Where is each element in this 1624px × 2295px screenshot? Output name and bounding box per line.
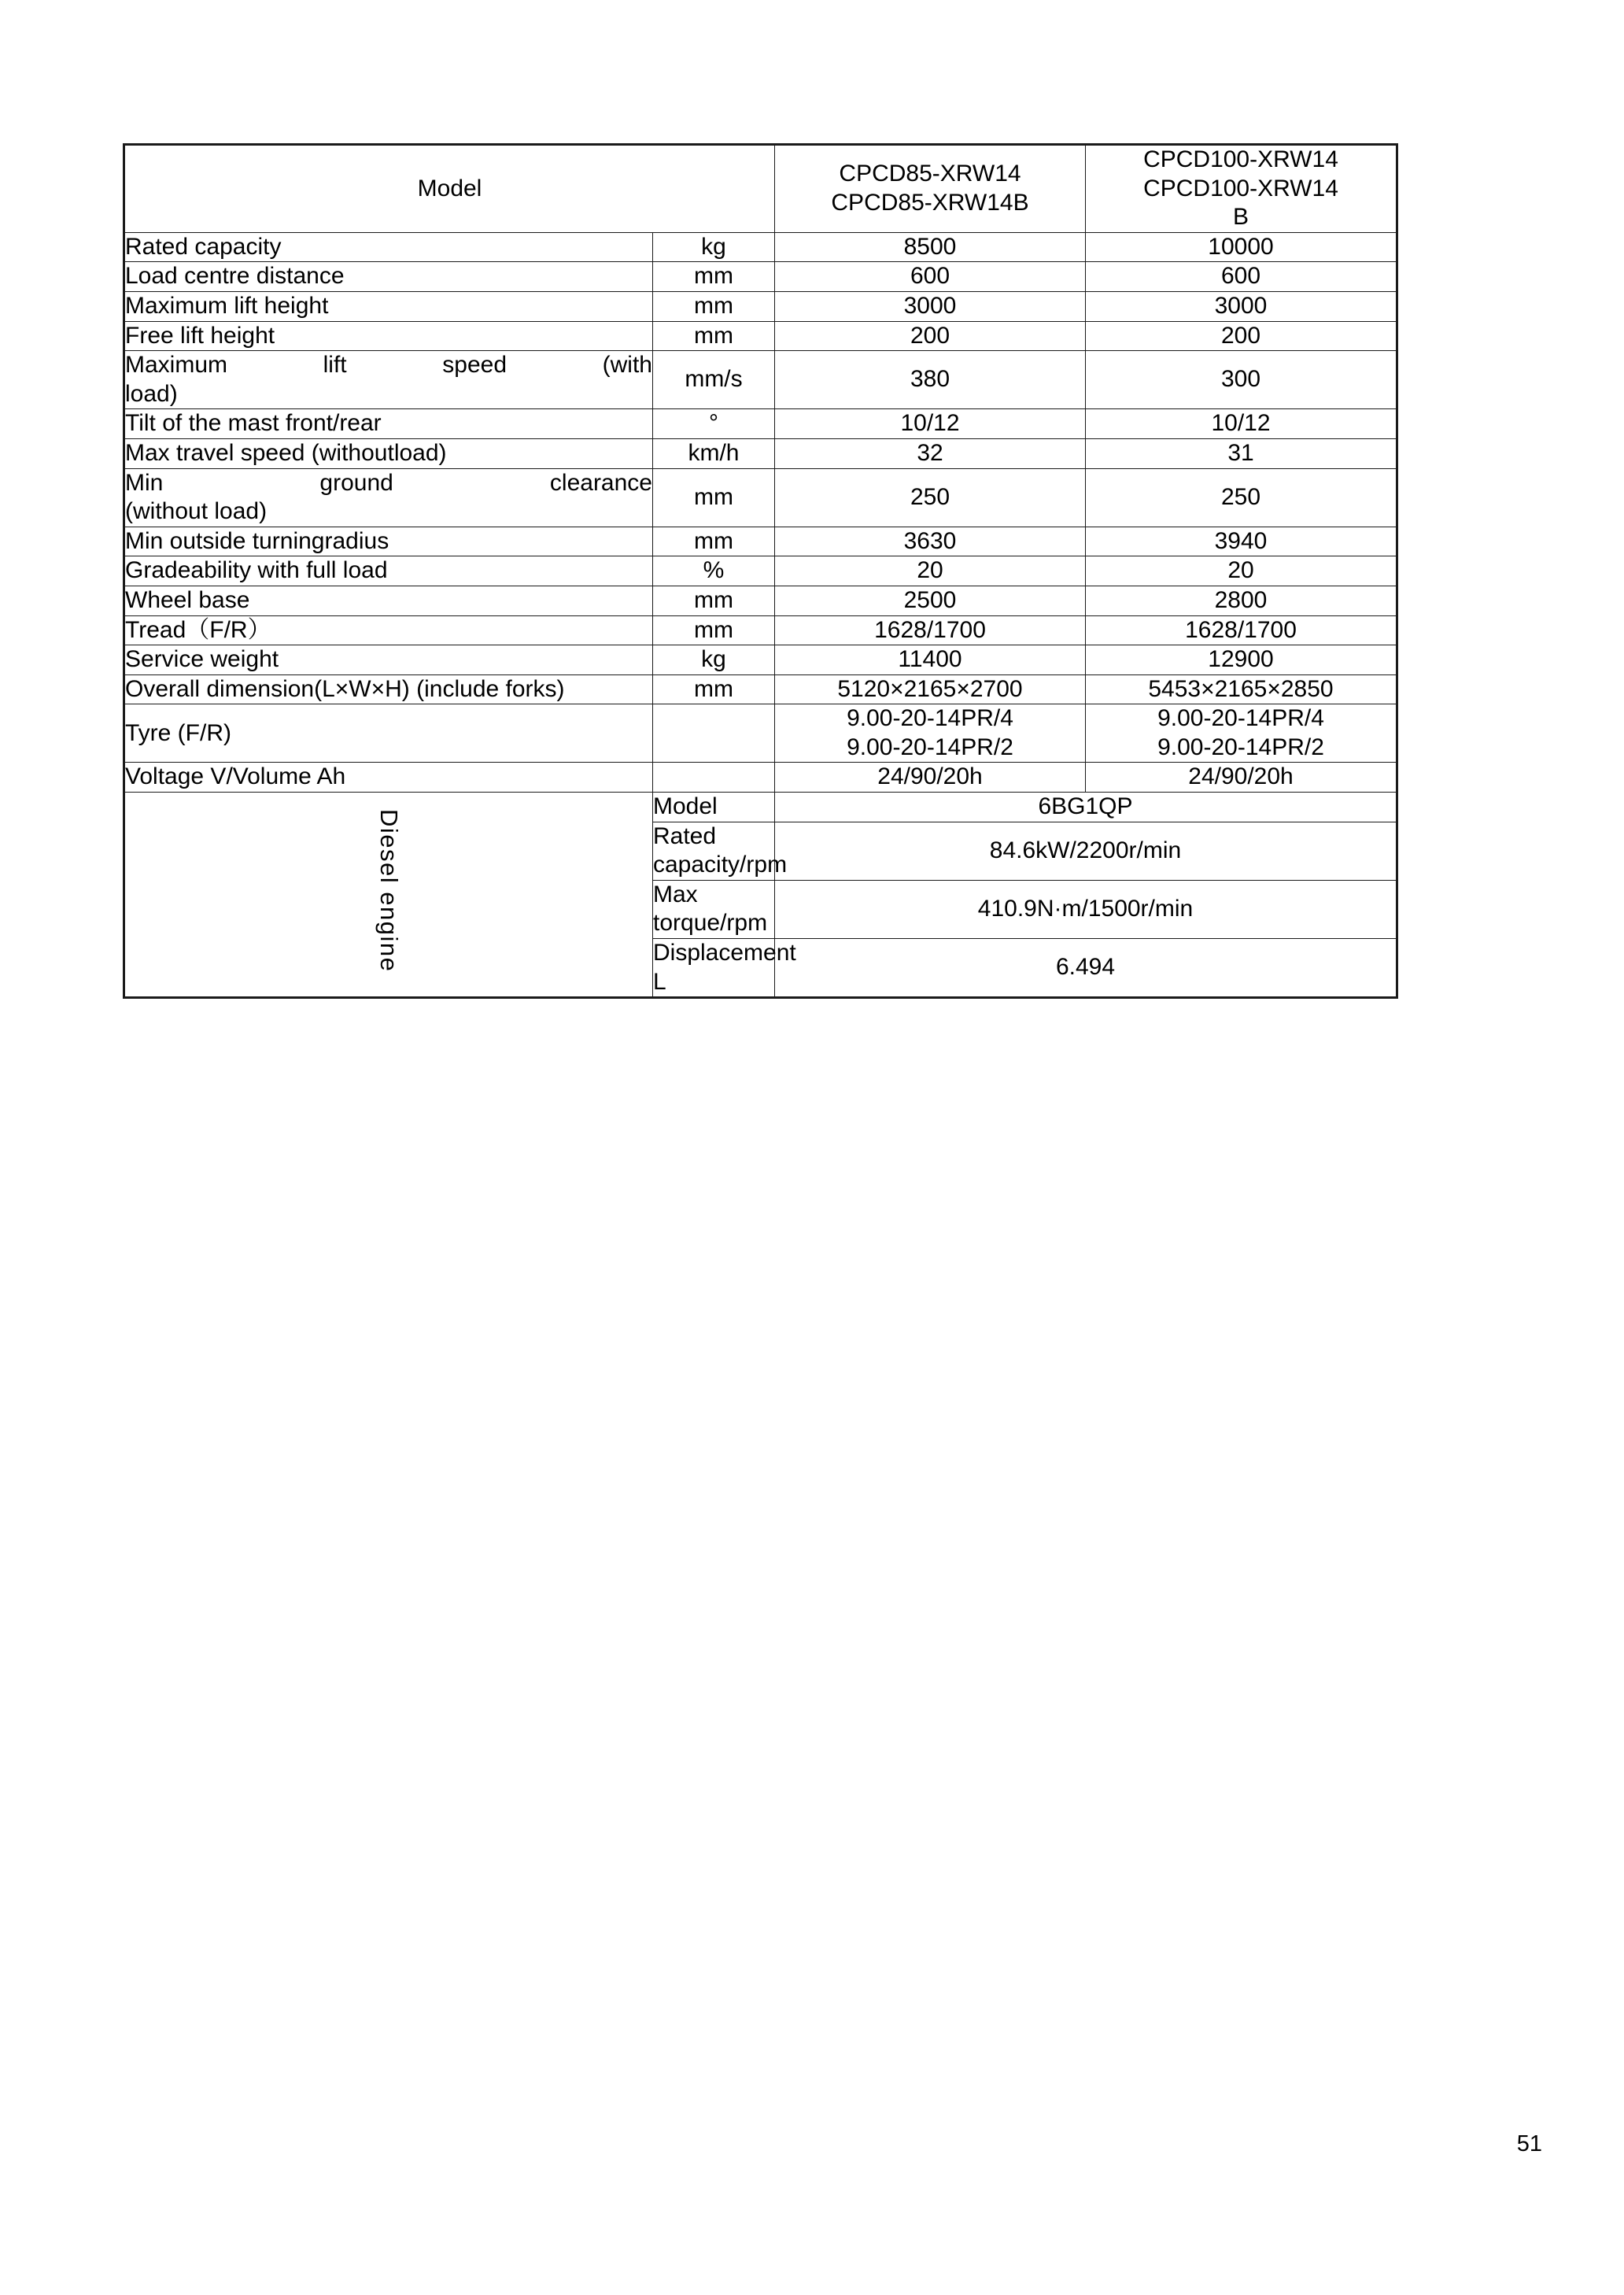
text-line: 9.00-20-14PR/2 (1157, 734, 1324, 760)
row-value-variant-2: 20 (1086, 556, 1397, 586)
row-value-variant-2: 10000 (1086, 232, 1397, 262)
row-value-variant-2: 3000 (1086, 291, 1397, 321)
text-line: 9.00-20-14PR/2 (847, 734, 1013, 760)
row-value-variant-2: 200 (1086, 321, 1397, 351)
row-value-variant-1: 250 (775, 468, 1086, 527)
row-value-variant-2: 12900 (1086, 645, 1397, 675)
table-row (124, 704, 1397, 763)
header-variant-2 (1086, 145, 1397, 233)
row-label: Tilt of the mast front/rear (124, 409, 653, 439)
table-row (124, 232, 1397, 262)
row-value-variant-2: 5453×2165×2850 (1086, 674, 1397, 704)
row-label: Free lift height (124, 321, 653, 351)
text-line: (L×W×H) (include forks) (314, 675, 565, 702)
specification-table (123, 143, 1398, 999)
row-label (124, 527, 653, 556)
row-value-variant-2: 300 (1086, 351, 1397, 409)
row-value-variant-1: 3000 (775, 291, 1086, 321)
text-line: Max travel speed (without (125, 439, 394, 466)
diesel-engine-row-label: Displacement L (653, 939, 775, 998)
row-value-variant-1: 380 (775, 351, 1086, 409)
row-value-variant-1: 20 (775, 556, 1086, 586)
row-label: Maximum lift height (124, 291, 653, 321)
row-value-variant-1: 11400 (775, 645, 1086, 675)
text-line: (without load) (125, 498, 268, 525)
text-line: CPCD100-XRW14 (1143, 175, 1338, 201)
table-row (124, 321, 1397, 351)
row-label (124, 674, 653, 704)
row-unit (653, 763, 775, 793)
row-label (124, 351, 653, 409)
row-value-variant-2: 3940 (1086, 527, 1397, 556)
row-label: Tread（F/R） (124, 615, 653, 645)
row-unit (653, 704, 775, 763)
row-unit: mm (653, 468, 775, 527)
text-line: Min outside turning (125, 527, 325, 554)
row-value-variant-1: 2500 (775, 586, 1086, 615)
table-header-row (124, 145, 1397, 233)
row-label: Voltage V/Volume Ah (124, 763, 653, 793)
text-line: Overall dimension (125, 675, 315, 702)
rotated-label-text: Diesel engine (375, 809, 403, 973)
row-unit: mm (653, 586, 775, 615)
text-line: 9.00-20-14PR/4 (847, 705, 1013, 732)
text-line: radius (324, 527, 389, 554)
row-value-variant-1 (775, 704, 1086, 763)
row-value-variant-1: 5120×2165×2700 (775, 674, 1086, 704)
row-value-variant-1: 3630 (775, 527, 1086, 556)
row-unit: mm (653, 615, 775, 645)
diesel-engine-row-label: Max torque/rpm (653, 880, 775, 938)
diesel-engine-section-label (124, 793, 653, 998)
row-label (124, 468, 653, 527)
text-line: CPCD100-XRW14 (1143, 146, 1338, 172)
table-row (124, 351, 1397, 409)
row-unit: mm (653, 321, 775, 351)
row-label: Service weight (124, 645, 653, 675)
row-unit: mm (653, 527, 775, 556)
table-row (124, 468, 1397, 527)
table-row (124, 262, 1397, 292)
row-label: Gradeability with full load (124, 556, 653, 586)
row-value-variant-2: 600 (1086, 262, 1397, 292)
diesel-engine-row-value: 410.9N·m/1500r/min (775, 880, 1397, 938)
row-value-variant-1: 1628/1700 (775, 615, 1086, 645)
page-number: 51 (1516, 2131, 1542, 2156)
row-unit: mm (653, 262, 775, 292)
row-value-variant-2: 24/90/20h (1086, 763, 1397, 793)
row-value-variant-1: 200 (775, 321, 1086, 351)
diesel-engine-row-label: Model (653, 793, 775, 822)
table-row (124, 409, 1397, 439)
row-value-variant-2: 2800 (1086, 586, 1397, 615)
diesel-engine-row-value: 6BG1QP (775, 793, 1397, 822)
table-row (124, 674, 1397, 704)
row-value-variant-2: 1628/1700 (1086, 615, 1397, 645)
table-row (124, 291, 1397, 321)
row-value-variant-2: 250 (1086, 468, 1397, 527)
row-unit: mm (653, 291, 775, 321)
text-line: CPCD85-XRW14B (831, 189, 1029, 216)
text-line: Min ground clearance (125, 469, 652, 496)
row-value-variant-1: 8500 (775, 232, 1086, 262)
table-row (124, 438, 1397, 468)
row-value-variant-2: 31 (1086, 438, 1397, 468)
header-model-label: Model (124, 145, 775, 233)
diesel-engine-row (124, 793, 1397, 822)
row-label: Rated capacity (124, 232, 653, 262)
row-label: Tyre (F/R) (124, 704, 653, 763)
text-line: Maximum lift speed (with (125, 352, 652, 379)
row-label (124, 438, 653, 468)
row-unit: ° (653, 409, 775, 439)
row-value-variant-1: 32 (775, 438, 1086, 468)
row-label: Load centre distance (124, 262, 653, 292)
row-unit: mm/s (653, 351, 775, 409)
table-row (124, 527, 1397, 556)
header-variant-1 (775, 145, 1086, 233)
table-row (124, 586, 1397, 615)
row-unit: mm (653, 674, 775, 704)
row-value-variant-2 (1086, 704, 1397, 763)
text-line: B (1232, 204, 1249, 231)
text-line: load) (125, 380, 178, 407)
row-unit: % (653, 556, 775, 586)
table-body (124, 145, 1397, 998)
row-value-variant-1: 10/12 (775, 409, 1086, 439)
row-value-variant-1: 600 (775, 262, 1086, 292)
diesel-engine-row-value: 6.494 (775, 939, 1397, 998)
row-label: Wheel base (124, 586, 653, 615)
text-line: 9.00-20-14PR/4 (1157, 705, 1324, 732)
table-row (124, 615, 1397, 645)
row-unit: km/h (653, 438, 775, 468)
text-line: CPCD85-XRW14 (839, 161, 1021, 187)
table-row (124, 763, 1397, 793)
row-unit: kg (653, 232, 775, 262)
row-value-variant-2: 10/12 (1086, 409, 1397, 439)
row-unit: kg (653, 645, 775, 675)
diesel-engine-row-value: 84.6kW/2200r/min (775, 822, 1397, 880)
diesel-engine-row-label: Rated capacity/rpm (653, 822, 775, 880)
table-row (124, 556, 1397, 586)
text-line: load) (393, 439, 447, 466)
row-value-variant-1: 24/90/20h (775, 763, 1086, 793)
table-row (124, 645, 1397, 675)
